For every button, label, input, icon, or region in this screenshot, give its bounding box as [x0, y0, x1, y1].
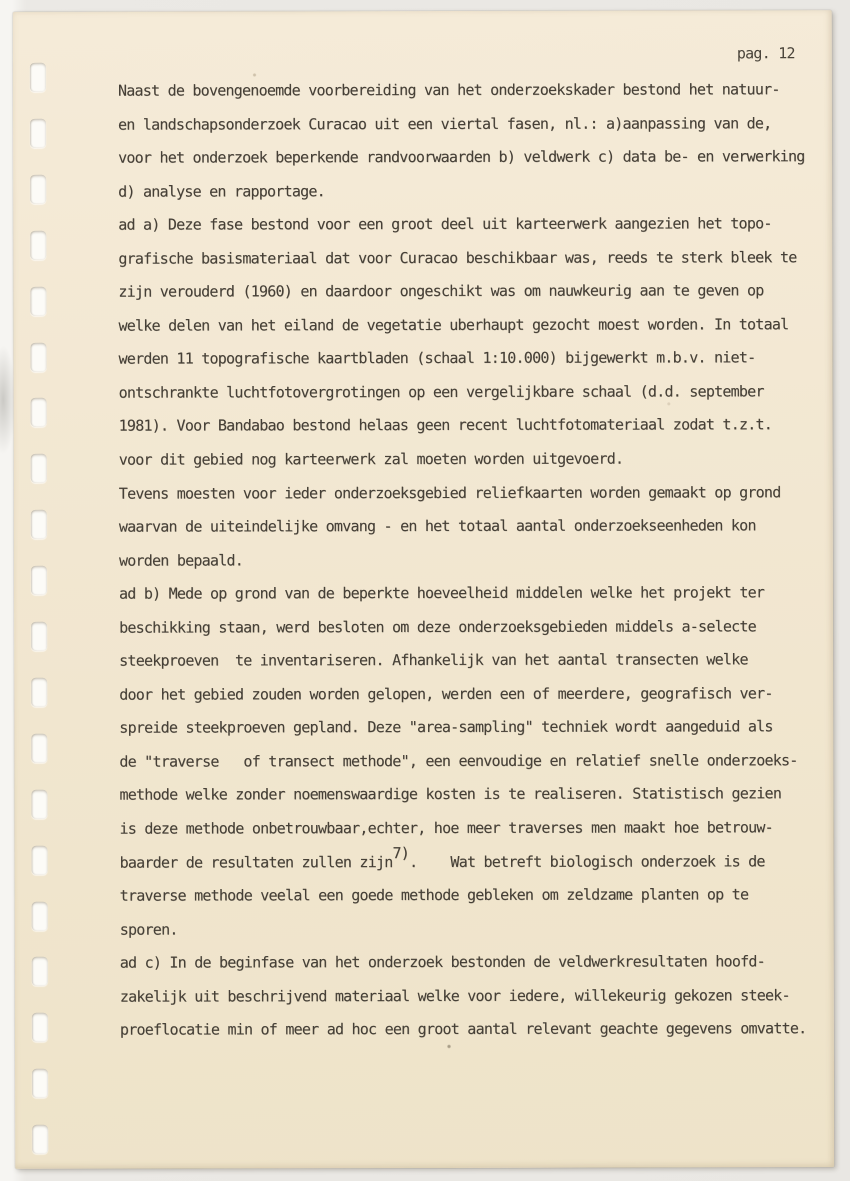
text-line: door het gebied zouden worden gelopen, werden een of meerdere, geografisch ver- — [119, 684, 773, 704]
text-line: d) analyse en rapportage. — [118, 181, 325, 201]
binding-hole — [31, 678, 47, 707]
footnote-reference: 7) — [392, 843, 410, 862]
text-line: welke delen van het eiland de vegetatie uberhaupt gezocht moest worden. In totaal — [118, 315, 789, 335]
text-line: ontschrankte luchtfotovergrotingen op een vergelijkbare schaal (d.d. september — [118, 382, 764, 402]
text-line: Naast de bovengenoemde voorbereiding van het onderzoekskader bestond het natuur- — [117, 80, 780, 100]
text-line: zakelijk uit beschrijvend materiaal welke voor iedere, willekeurig gekozen steek- — [119, 985, 790, 1006]
binding-hole — [32, 1069, 48, 1098]
binding-hole — [32, 957, 48, 986]
text-line: steekproeven te inventariseren. Afhankelijk van het aantal transecten welke — [119, 650, 748, 670]
text-line: is deze methode onbetrouwbaar,echter, hoe meer traverses men maakt hoe betrouw- — [119, 818, 773, 838]
binding-hole — [31, 566, 47, 595]
binding-hole — [30, 175, 46, 204]
binding-hole — [31, 622, 47, 651]
typewritten-text-block — [118, 73, 807, 1047]
text-line: sporen. — [119, 920, 178, 939]
page-number: pag. 12 — [736, 44, 795, 63]
binding-hole — [30, 63, 46, 92]
text-line: zijn verouderd (1960) en daardoor ongeschikt was om nauwkeurig aan te geven op — [118, 281, 764, 301]
text-line: worden bepaald. — [118, 551, 244, 570]
binding-hole — [30, 342, 46, 371]
text-line: spreide steekproeven gepland. Deze "area-sampling" techniek wordt aangeduid als — [119, 717, 773, 738]
text-line: en landschapsonderzoek Curacao uit een viertal fasen, nl.: a)aanpassing van de, — [118, 113, 772, 134]
binding-hole — [31, 734, 47, 763]
binding-hole — [31, 398, 47, 427]
paper-sheet — [13, 10, 834, 1169]
text-line: werden 11 topografische kaartbladen (schaal 1:10.000) bijgewerkt m.b.v. niet- — [118, 348, 756, 369]
binding-holes — [13, 10, 832, 12]
binding-hole — [31, 510, 47, 539]
text-line: Tevens moesten voor ieder onderzoeksgebied reliefkaarten worden gemaakt op grond — [118, 482, 781, 503]
footnote-line-post: . Wat betreft biologisch onderzoek is de — [409, 851, 765, 871]
footnote-line-pre: baarder de resultaten zullen zijn — [119, 852, 393, 872]
text-line: voor dit gebied nog karteerwerk zal moeten worden uitgevoerd. — [118, 449, 624, 469]
binding-hole — [31, 454, 47, 483]
text-line: ad a) Deze fase bestond voor een groot deel uit karteerwerk aangezien het topo- — [118, 214, 772, 234]
text-line: traverse methode veelal een goede methode gebleken om zeldzame planten op te — [119, 885, 749, 905]
text-line: 1981). Voor Bandabao bestond helaas geen recent luchtfotomateriaal zodat t.z.t. — [118, 415, 773, 436]
binding-hole — [32, 1125, 48, 1154]
text-line: de "traverse of transect methode", een eenvoudige en relatief snelle onderzoeks- — [119, 751, 798, 771]
binding-hole — [30, 119, 46, 148]
binding-hole — [31, 789, 47, 818]
text-line: beschikking staan, werd besloten om deze onderzoeksgebieden middels a-selecte — [119, 617, 756, 637]
text-line: proeflocatie min of meer ad hoc een groot aantal relevant geachte gegevens omvatte. — [119, 1019, 807, 1039]
binding-hole — [30, 286, 46, 315]
text-line-with-footnote — [120, 845, 807, 880]
binding-hole — [32, 901, 48, 930]
text-line: ad c) In de beginfase van het onderzoek bestonden de veldwerkresultaten hoofd- — [119, 952, 765, 972]
binding-hole — [32, 1013, 48, 1042]
text-line: ad b) Mede op grond van de beperkte hoeveelheid middelen welke het projekt ter — [118, 583, 765, 603]
binding-hole — [30, 230, 46, 259]
binding-hole — [32, 845, 48, 874]
text-line: voor het onderzoek beperkende randvoorwaarden b) veldwerk c) data be- en verwerking — [118, 147, 805, 167]
text-line: grafische basismateriaal dat voor Curacao beschikbaar was, reeds te sterk bleek te — [118, 247, 797, 268]
text-line: methode welke zonder noemenswaardige kosten is te realiseren. Statistisch gezien — [119, 784, 782, 805]
text-line: waarvan de uiteindelijke omvang - en het totaal aantal onderzoekseenheden kon — [118, 516, 756, 536]
